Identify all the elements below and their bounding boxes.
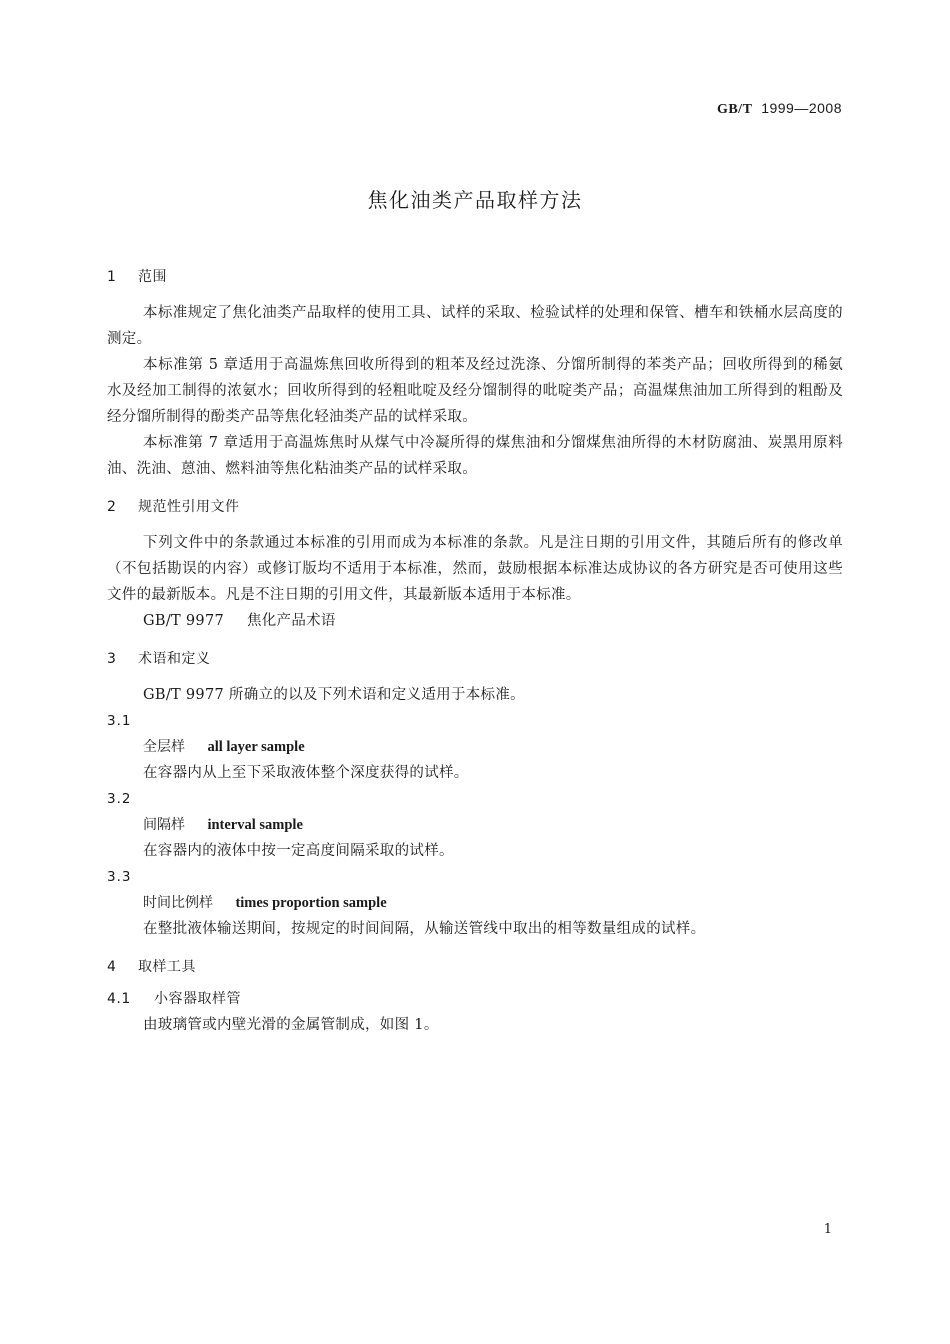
term-en: interval sample bbox=[207, 817, 303, 833]
term-number: 3.3 bbox=[107, 869, 132, 885]
term-entry bbox=[107, 890, 843, 916]
paragraph: 下列文件中的条款通过本标准的引用而成为本标准的条款。凡是注日期的引用文件，其随后所有的修改单（不包括勘误的内容）或修订版均不适用于本标准，然而，鼓励根据本标准达成协议的各方研究是否可使用这些文件的最新版本。凡是不注日期的引用文件，其最新版本适用于本标准。 bbox=[107, 535, 843, 603]
section-3-heading bbox=[107, 646, 843, 672]
term-zh: 时间比例样 bbox=[143, 895, 213, 911]
term-entry bbox=[107, 812, 843, 838]
paragraph: GB/T 9977 所确立的以及下列术语和定义适用于本标准。 bbox=[143, 687, 525, 703]
section-4-heading bbox=[107, 954, 843, 980]
term-en: times proportion sample bbox=[235, 895, 387, 911]
section-title: 取样工具 bbox=[137, 959, 196, 975]
term-definition: 在容器内从上至下采取液体整个深度获得的试样。 bbox=[143, 765, 469, 781]
document-body bbox=[107, 258, 843, 1038]
section-title: 术语和定义 bbox=[137, 651, 211, 667]
section-1-heading bbox=[107, 264, 843, 290]
subsection-number: 4.1 bbox=[107, 991, 131, 1007]
subsection-4-1-heading bbox=[107, 986, 843, 1012]
term-entry bbox=[107, 734, 843, 760]
paragraph: 本标准第 5 章适用于高温炼焦回收所得到的粗苯及经过洗涤、分馏所制得的苯类产品；回收所得到的稀氨水及经加工制得的浓氨水；回收所得到的轻粗吡啶及经分馏制得的吡啶类产品；高温煤焦油加工所得到的粗酚及经分馏所制得的酚类产品等焦化轻油类产品的试样采取。 bbox=[107, 357, 843, 425]
section-number: 3 bbox=[107, 651, 117, 667]
term-zh: 全层样 bbox=[143, 739, 185, 755]
standard-prefix: GB/T bbox=[716, 102, 753, 117]
standard-number: 1999—2008 bbox=[761, 100, 842, 116]
term-number: 3.1 bbox=[107, 713, 132, 729]
reference-code: GB/T 9977 bbox=[143, 613, 225, 629]
section-title: 规范性引用文件 bbox=[137, 499, 240, 515]
section-2-heading bbox=[107, 494, 843, 520]
section-number: 2 bbox=[107, 499, 117, 515]
reference-title: 焦化产品术语 bbox=[246, 613, 336, 629]
page-number: 1 bbox=[823, 1222, 832, 1237]
normative-reference bbox=[107, 608, 843, 634]
standard-code bbox=[717, 100, 842, 118]
term-zh: 间隔样 bbox=[143, 817, 185, 833]
section-number: 4 bbox=[107, 959, 117, 975]
paragraph: 本标准第 7 章适用于高温炼焦时从煤气中冷凝所得的煤焦油和分馏煤焦油所得的木材防腐油、炭黑用原料油、洗油、蒽油、燃料油等焦化粘油类产品的试样采取。 bbox=[107, 435, 843, 477]
paragraph: 本标准规定了焦化油类产品取样的使用工具、试样的采取、检验试样的处理和保管、槽车和铁桶水层高度的测定。 bbox=[107, 305, 843, 347]
term-number: 3.2 bbox=[107, 791, 132, 807]
subsection-text: 由玻璃管或内壁光滑的金属管制成，如图 1。 bbox=[143, 1017, 439, 1033]
term-en: all layer sample bbox=[207, 739, 305, 755]
subsection-title: 小容器取样管 bbox=[153, 991, 241, 1007]
term-definition: 在容器内的液体中按一定高度间隔采取的试样。 bbox=[143, 843, 454, 859]
section-number: 1 bbox=[107, 269, 117, 285]
section-title: 范围 bbox=[137, 269, 167, 285]
document-title: 焦化油类产品取样方法 bbox=[367, 188, 583, 212]
term-definition: 在整批液体输送期间，按规定的时间间隔，从输送管线中取出的相等数量组成的试样。 bbox=[143, 921, 706, 937]
